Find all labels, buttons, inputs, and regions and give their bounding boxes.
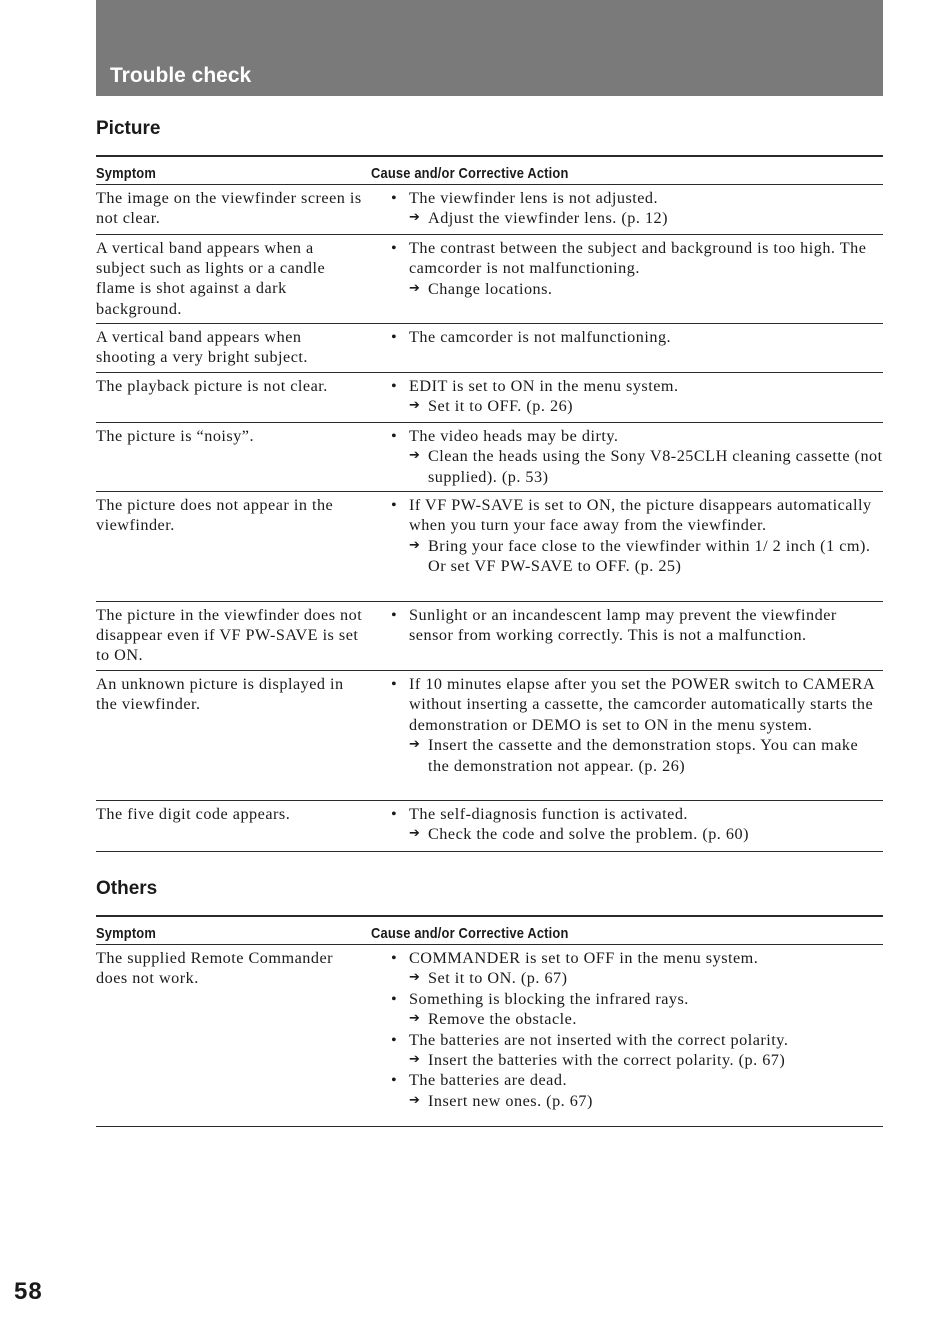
- table-row: [96, 373, 883, 423]
- bullet-icon: •: [391, 427, 398, 445]
- arrow-right-icon: ➔: [409, 826, 421, 842]
- others-table: [96, 915, 883, 1127]
- arrow-right-icon: ➔: [409, 210, 421, 226]
- corrective-action: [409, 208, 883, 228]
- cause-cell: [371, 945, 883, 1126]
- corrective-action: [409, 824, 883, 844]
- cause-item: [371, 426, 883, 487]
- arrow-right-icon: ➔: [409, 1011, 421, 1027]
- cause-item: [371, 238, 883, 299]
- arrow-right-icon: ➔: [409, 280, 421, 296]
- table-header: [96, 157, 883, 185]
- cause-item: [371, 605, 883, 646]
- symptom-cell: The picture in the viewfinder does not disappear even if VF PW-SAVE is set to ON.: [96, 606, 363, 665]
- arrow-right-icon: ➔: [409, 1092, 421, 1108]
- cause-item: [371, 1030, 883, 1071]
- cause-cell: [371, 602, 883, 670]
- page-number: 58: [14, 1278, 43, 1305]
- arrow-right-icon: ➔: [409, 537, 421, 553]
- action-text: Remove the obstacle.: [428, 1010, 577, 1029]
- corrective-action: [409, 279, 883, 299]
- table-header: [96, 917, 883, 945]
- cause-cell: [371, 423, 883, 491]
- cause-cell: [371, 801, 883, 851]
- table-row: [96, 235, 883, 324]
- symptom-cell: A vertical band appears when a subject such as lights or a candle flame is shot against a dark background.: [96, 239, 326, 318]
- symptom-cell: A vertical band appears when shooting a very bright subject.: [96, 328, 308, 367]
- column-header-cause: Cause and/or Corrective Action: [371, 925, 569, 942]
- cause-cell: [371, 492, 883, 601]
- cause-text: If VF PW-SAVE is set to ON, the picture disappears automatically when you turn your face away from the viewfinder.: [409, 496, 872, 535]
- cause-cell: [371, 235, 883, 323]
- corrective-action: [409, 446, 883, 487]
- cause-cell: [371, 373, 883, 422]
- arrow-right-icon: ➔: [409, 1052, 421, 1068]
- bullet-icon: •: [391, 496, 398, 514]
- table-row: [96, 671, 883, 801]
- bullet-icon: •: [391, 1071, 398, 1090]
- cause-item: [371, 495, 883, 577]
- table-row: [96, 801, 883, 852]
- cause-item: [371, 1070, 883, 1111]
- action-text: Adjust the viewfinder lens. (p. 12): [428, 209, 669, 228]
- cause-item: [371, 376, 883, 417]
- bullet-icon: •: [391, 328, 398, 346]
- section-title-others: Others: [96, 878, 158, 899]
- cause-text: The batteries are not inserted with the correct polarity.: [409, 1030, 789, 1049]
- picture-table: [96, 155, 883, 852]
- action-text: Clean the heads using the Sony V8-25CLH cleaning cassette (not supplied). (p. 53): [428, 447, 883, 486]
- arrow-right-icon: ➔: [409, 970, 421, 986]
- symptom-cell: The picture does not appear in the viewfinder.: [96, 496, 334, 535]
- corrective-action: [409, 536, 883, 577]
- symptom-cell: The playback picture is not clear.: [96, 377, 328, 395]
- symptom-cell: The picture is “noisy”.: [96, 427, 255, 445]
- cause-text: Sunlight or an incandescent lamp may prevent the viewfinder sensor from working correctly. This is not a malfunction.: [409, 606, 837, 645]
- cause-cell: [371, 185, 883, 234]
- cause-item: [371, 804, 883, 845]
- bullet-icon: •: [391, 805, 398, 823]
- symptom-cell: The five digit code appears.: [96, 805, 291, 823]
- bullet-icon: •: [391, 989, 398, 1008]
- corrective-action: [409, 968, 883, 988]
- header-band: [96, 0, 883, 96]
- bullet-icon: •: [391, 189, 398, 207]
- cause-text: Something is blocking the infrared rays.: [409, 989, 689, 1008]
- cause-text: The camcorder is not malfunctioning.: [409, 328, 672, 346]
- action-text: Insert new ones. (p. 67): [428, 1091, 593, 1110]
- symptom-cell: The supplied Remote Commander does not work.: [96, 949, 334, 988]
- cause-text: The self-diagnosis function is activated.: [409, 805, 688, 823]
- arrow-right-icon: ➔: [409, 737, 421, 753]
- bullet-icon: •: [391, 239, 398, 257]
- table-row: [96, 324, 883, 373]
- cause-text: If 10 minutes elapse after you set the POWER switch to CAMERA without inserting a cassette, the camcorder automatically starts the demonstration or DEMO is set to ON in the menu system.: [409, 675, 875, 734]
- corrective-action: [409, 735, 883, 776]
- column-header-cause: Cause and/or Corrective Action: [371, 165, 569, 182]
- action-text: Set it to OFF. (p. 26): [428, 397, 574, 416]
- bullet-icon: •: [391, 606, 398, 624]
- arrow-right-icon: ➔: [409, 398, 421, 414]
- action-text: Change locations.: [428, 279, 553, 298]
- corrective-action: [409, 396, 883, 416]
- action-text: Bring your face close to the viewfinder within 1/ 2 inch (1 cm). Or set VF PW-SAVE to OFF. (p. 25): [428, 536, 871, 576]
- bullet-icon: •: [391, 675, 398, 693]
- cause-cell: [371, 671, 883, 800]
- page-title: Trouble check: [110, 64, 252, 87]
- table-row: [96, 945, 883, 1127]
- cause-text: The contrast between the subject and background is too high. The camcorder is not malfunctioning.: [409, 239, 867, 278]
- cause-item: [371, 327, 883, 347]
- action-text: Check the code and solve the problem. (p. 60): [428, 825, 749, 844]
- column-header-symptom: Symptom: [96, 925, 156, 942]
- cause-item: [371, 989, 883, 1030]
- cause-text: The batteries are dead.: [409, 1071, 568, 1090]
- cause-text: COMMANDER is set to OFF in the menu system.: [409, 949, 759, 967]
- section-title-picture: Picture: [96, 118, 161, 139]
- table-row: [96, 423, 883, 492]
- cause-cell: [371, 324, 883, 372]
- table-row: [96, 602, 883, 671]
- symptom-cell: An unknown picture is displayed in the viewfinder.: [96, 675, 344, 714]
- bullet-icon: •: [391, 377, 398, 395]
- action-text: Insert the batteries with the correct polarity. (p. 67): [428, 1051, 786, 1070]
- corrective-action: [409, 1050, 883, 1070]
- bullet-icon: •: [391, 1030, 398, 1049]
- symptom-cell: The image on the viewfinder screen is not clear.: [96, 189, 362, 228]
- table-row: [96, 492, 883, 602]
- action-text: Insert the cassette and the demonstration stops. You can make the demonstration not appear. (p. 26): [428, 736, 859, 775]
- table-row: [96, 185, 883, 235]
- arrow-right-icon: ➔: [409, 448, 421, 464]
- corrective-action: [409, 1091, 883, 1111]
- action-text: Set it to ON. (p. 67): [428, 969, 568, 988]
- cause-text: The viewfinder lens is not adjusted.: [409, 189, 659, 207]
- cause-text: EDIT is set to ON in the menu system.: [409, 377, 679, 395]
- column-header-symptom: Symptom: [96, 165, 156, 182]
- bullet-icon: •: [391, 949, 398, 967]
- cause-item: [371, 188, 883, 229]
- cause-item: [371, 674, 883, 776]
- cause-item: [371, 948, 883, 989]
- cause-text: The video heads may be dirty.: [409, 427, 619, 445]
- corrective-action: [409, 1009, 883, 1029]
